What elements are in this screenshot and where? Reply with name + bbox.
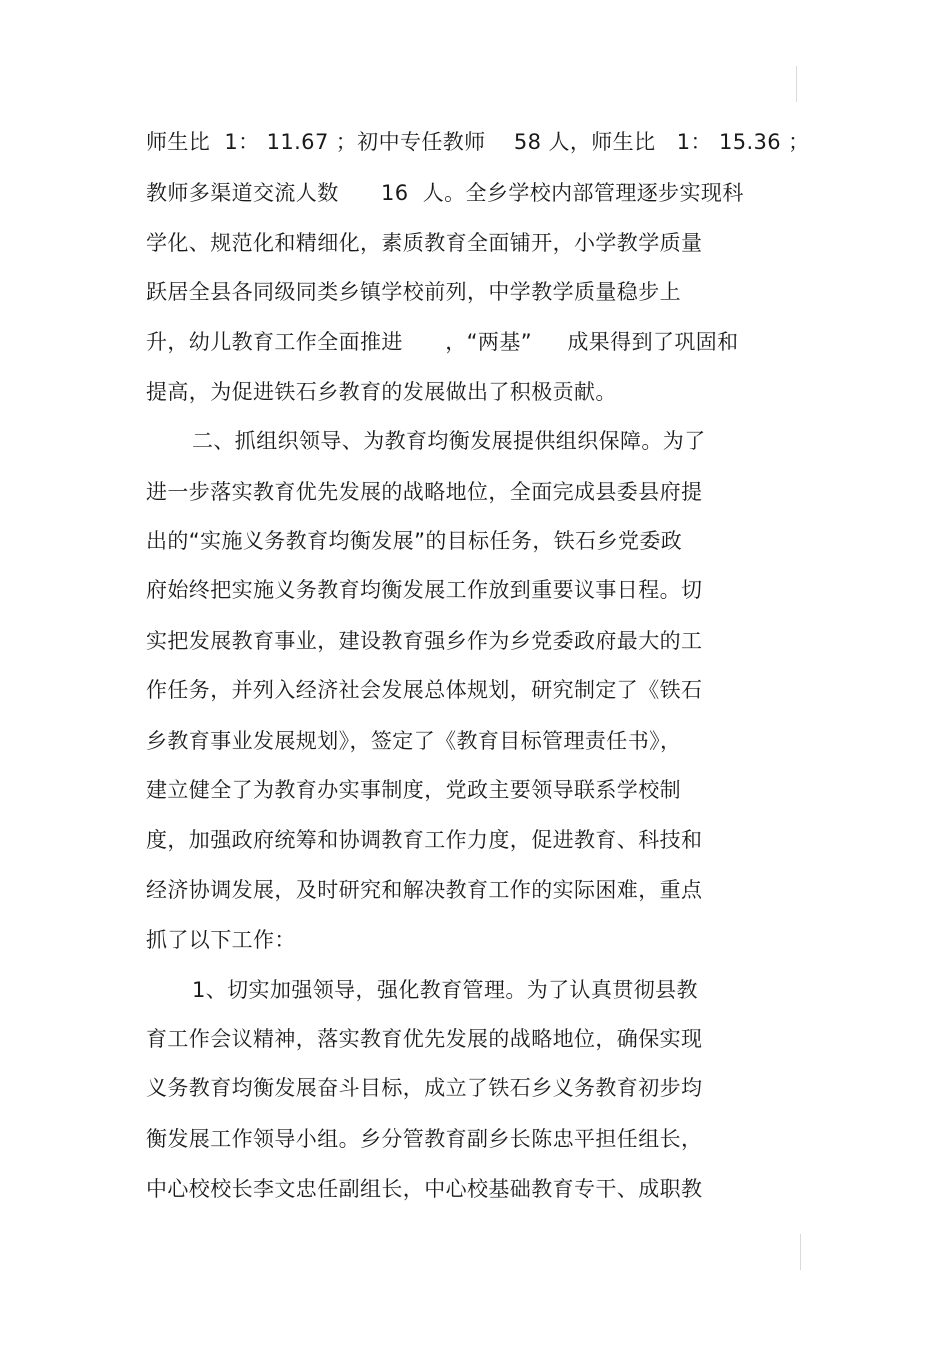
text-line: 实把发展教育事业，建设教育强乡作为乡党委政府最大的工	[146, 629, 703, 653]
text-line: 出的“实施义务教育均衡发展”的目标任务，铁石乡党委政	[146, 529, 683, 553]
paragraph-start-line: 1、切实加强领导，强化教育管理。为了认真贯彻县教	[192, 978, 698, 1002]
text-line: 作任务，并列入经济社会发展总体规划，研究制定了《铁石	[146, 678, 703, 702]
text-line: 义务教育均衡发展奋斗目标，成立了铁石乡义务教育初步均	[146, 1076, 703, 1100]
text-line: 度，加强政府统筹和协调教育工作力度，促进教育、科技和	[146, 828, 703, 852]
page-corner-mark	[796, 66, 797, 102]
text-line: 抓了以下工作：	[146, 928, 296, 952]
text-line: 进一步落实教育优先发展的战略地位，全面完成县委县府提	[146, 480, 703, 504]
text-line: 师生比 1： 11.67 ；初中专任教师 58 人，师生比 1： 15.36 ；	[146, 130, 810, 154]
text-line: 学化、规范化和精细化，素质教育全面铺开，小学教学质量	[146, 231, 703, 255]
text-line: 提高，为促进铁石乡教育的发展做出了积极贡献。	[146, 380, 617, 404]
text-line: 中心校校长李文忠任副组长，中心校基础教育专干、成职教	[146, 1177, 703, 1201]
text-line: 育工作会议精神，落实教育优先发展的战略地位，确保实现	[146, 1027, 703, 1051]
paragraph-start-line: 二、抓组织领导、为教育均衡发展提供组织保障。为了	[192, 429, 706, 453]
text-line: 建立健全了为教育办实事制度，党政主要领导联系学校制	[146, 778, 681, 802]
text-line: 经济协调发展，及时研究和解决教育工作的实际困难，重点	[146, 878, 703, 902]
page-corner-mark	[800, 1234, 801, 1270]
text-line: 衡发展工作领导小组。乡分管教育副乡长陈忠平担任组长，	[146, 1127, 703, 1151]
text-line: 教师多渠道交流人数 16 人。全乡学校内部管理逐步实现科	[146, 181, 744, 205]
text-line: 升，幼儿教育工作全面推进 ，“两基” 成果得到了巩固和	[146, 330, 739, 354]
text-line: 乡教育事业发展规划》，签定了《教育目标管理责任书》，	[146, 729, 682, 753]
text-line: 府始终把实施义务教育均衡发展工作放到重要议事日程。切	[146, 578, 703, 602]
text-line: 跃居全县各同级同类乡镇学校前列，中学教学质量稳步上	[146, 280, 681, 304]
